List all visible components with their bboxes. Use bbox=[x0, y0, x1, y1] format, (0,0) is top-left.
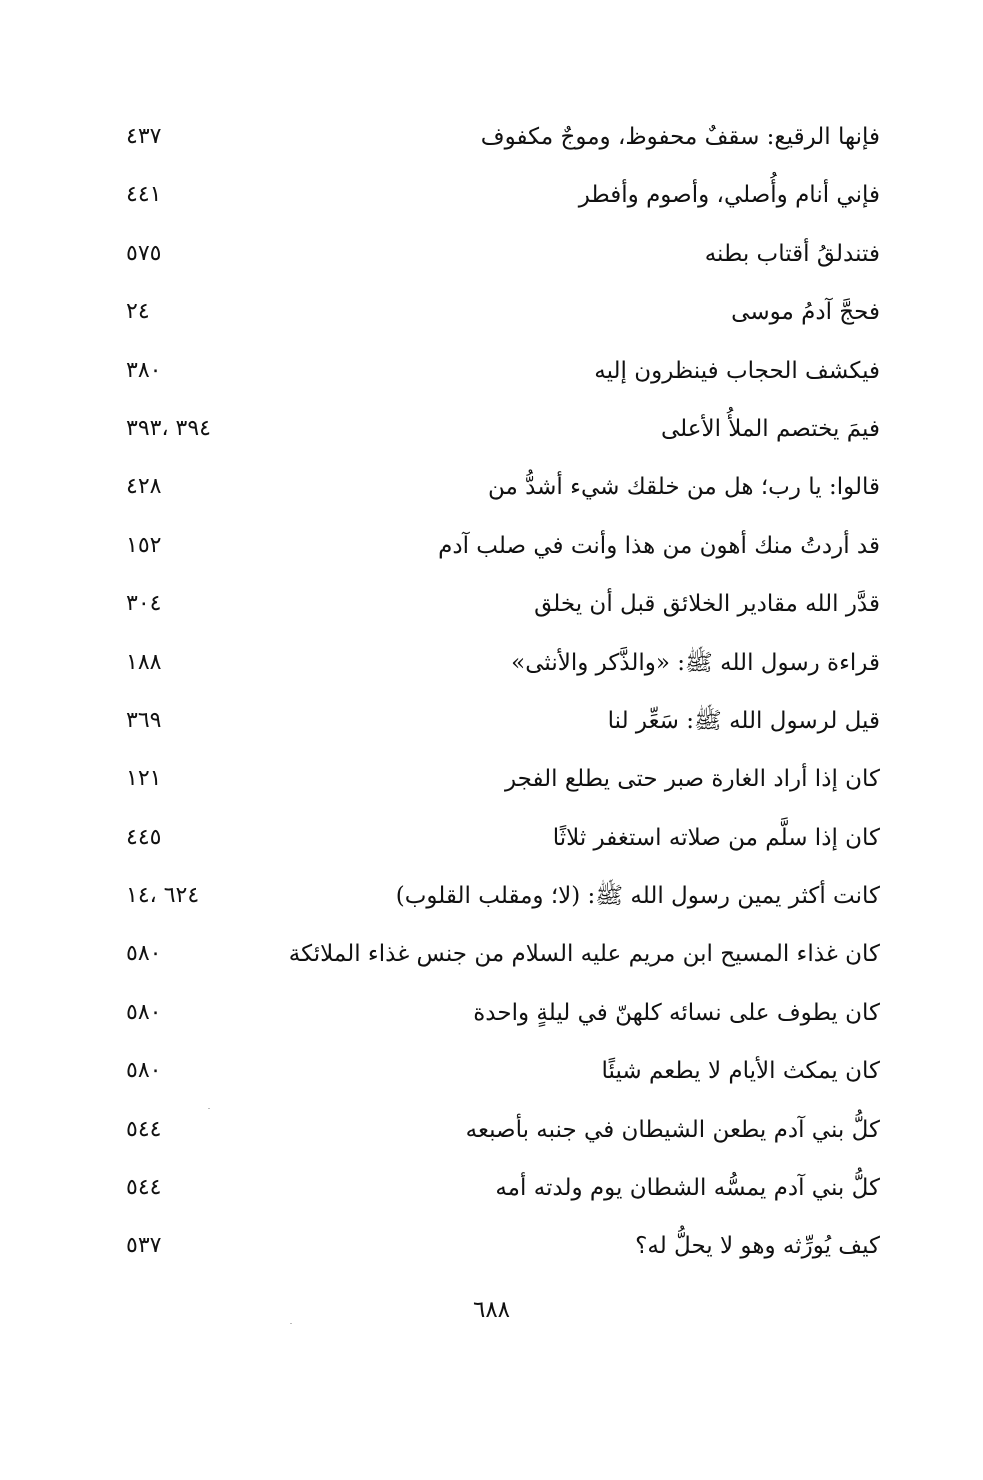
hadith-index-list bbox=[120, 108, 880, 1276]
index-entry bbox=[120, 342, 880, 400]
scan-speck bbox=[208, 1108, 210, 1109]
entry-text: قيل لرسول الله ﷺ: سَعِّر لنا bbox=[607, 707, 880, 734]
entry-page-refs: ٣٨٠ bbox=[126, 357, 162, 383]
entry-text: فإني أنام وأُصلي، وأصوم وأفطر bbox=[578, 182, 880, 209]
entry-text: فيكشف الحجاب فينظرون إليه bbox=[594, 357, 880, 384]
entry-page-refs: ٥٣٧ bbox=[126, 1233, 162, 1259]
entry-text: قالوا: يا رب؛ هل من خلقك شيء أشدُّ من bbox=[487, 474, 880, 501]
entry-page-refs: ٤٤٥ bbox=[126, 824, 162, 850]
entry-page-refs: ٤٢٨ bbox=[126, 474, 162, 500]
entry-text: كان غذاء المسيح ابن مريم عليه السلام من جنس غذاء الملائكة bbox=[288, 941, 880, 968]
entry-text: كلُّ بني آدم يمسُّه الشطان يوم ولدته أمه bbox=[495, 1175, 880, 1202]
index-entry bbox=[120, 458, 880, 516]
index-entry bbox=[120, 166, 880, 224]
scan-speck bbox=[290, 1323, 292, 1324]
index-entry bbox=[120, 400, 880, 458]
entry-text: قراءة رسول الله ﷺ: «والذَّكر والأنثى» bbox=[511, 649, 880, 676]
entry-text: كان يمكث الأيام لا يطعم شيئًا bbox=[601, 1058, 880, 1085]
entry-text: فإنها الرقيع: سقفٌ محفوظ، وموجٌ مكفوف bbox=[480, 124, 880, 150]
index-entry bbox=[120, 517, 880, 575]
entry-text: كان يطوف على نسائه كلهنّ في ليلةٍ واحدة bbox=[473, 999, 880, 1026]
entry-text: كان إذا سلَّم من صلاته استغفر ثلاثًا bbox=[552, 824, 880, 851]
entry-page-refs: ٤٣٧ bbox=[126, 124, 162, 149]
entry-page-refs: ٥٤٤ bbox=[126, 1116, 162, 1142]
entry-text: فحجَّ آدمُ موسى bbox=[731, 299, 880, 326]
entry-page-refs: ٥٧٥ bbox=[126, 240, 162, 266]
entry-text: كانت أكثر يمين رسول الله ﷺ: (لا؛ ومقلب القلوب) bbox=[395, 883, 880, 910]
entry-page-refs: ٤٤١ bbox=[126, 182, 162, 208]
index-entry bbox=[120, 108, 880, 166]
entry-text: قدَّر الله مقادير الخلائق قبل أن يخلق bbox=[534, 591, 880, 618]
index-entry bbox=[120, 225, 880, 283]
index-entry bbox=[120, 1217, 880, 1275]
index-entry bbox=[120, 1101, 880, 1159]
entry-page-refs: ٥٨٠ bbox=[126, 941, 162, 967]
index-entry bbox=[120, 283, 880, 341]
index-entry bbox=[120, 925, 880, 983]
entry-page-refs: ٥٨٠ bbox=[126, 1058, 162, 1084]
entry-text: قد أردتُ منك أهون من هذا وأنت في صلب آدم bbox=[438, 532, 880, 559]
entry-text: كلُّ بني آدم يطعن الشيطان في جنبه بأصبعه bbox=[465, 1116, 880, 1143]
entry-page-refs: ٥٤٤ bbox=[126, 1175, 162, 1201]
entry-page-refs: ٣٦٩ bbox=[126, 707, 162, 733]
index-entry bbox=[120, 750, 880, 808]
index-entry bbox=[120, 809, 880, 867]
entry-page-refs: ٣٠٤ bbox=[126, 591, 162, 617]
entry-page-refs: ٢٤ bbox=[126, 299, 150, 325]
index-entry bbox=[120, 1159, 880, 1217]
index-entry bbox=[120, 867, 880, 925]
entry-page-refs: ١٨٨ bbox=[126, 649, 162, 675]
entry-page-refs: ٣٩٤ ،٣٩٣ bbox=[126, 415, 211, 441]
index-entry bbox=[120, 692, 880, 750]
entry-text: فتندلقُ أقتاب بطنه bbox=[704, 240, 880, 267]
entry-text: فيمَ يختصم الملأُ الأعلى bbox=[660, 415, 880, 442]
index-entry bbox=[120, 984, 880, 1042]
entry-page-refs: ١٥٢ bbox=[126, 532, 162, 558]
entry-text: كان إذا أراد الغارة صبر حتى يطلع الفجر bbox=[504, 766, 880, 793]
page-number: ٦٨٨ bbox=[472, 1297, 511, 1323]
entry-page-refs: ٥٨٠ bbox=[126, 999, 162, 1025]
entry-text: كيف يُورِّثه وهو لا يحلُّ له؟ bbox=[635, 1233, 880, 1260]
index-entry bbox=[120, 1042, 880, 1100]
index-entry bbox=[120, 634, 880, 692]
entry-page-refs: ١٢١ bbox=[126, 766, 162, 792]
entry-page-refs: ٦٢٤ ،١٤ bbox=[126, 883, 200, 909]
index-entry bbox=[120, 575, 880, 633]
